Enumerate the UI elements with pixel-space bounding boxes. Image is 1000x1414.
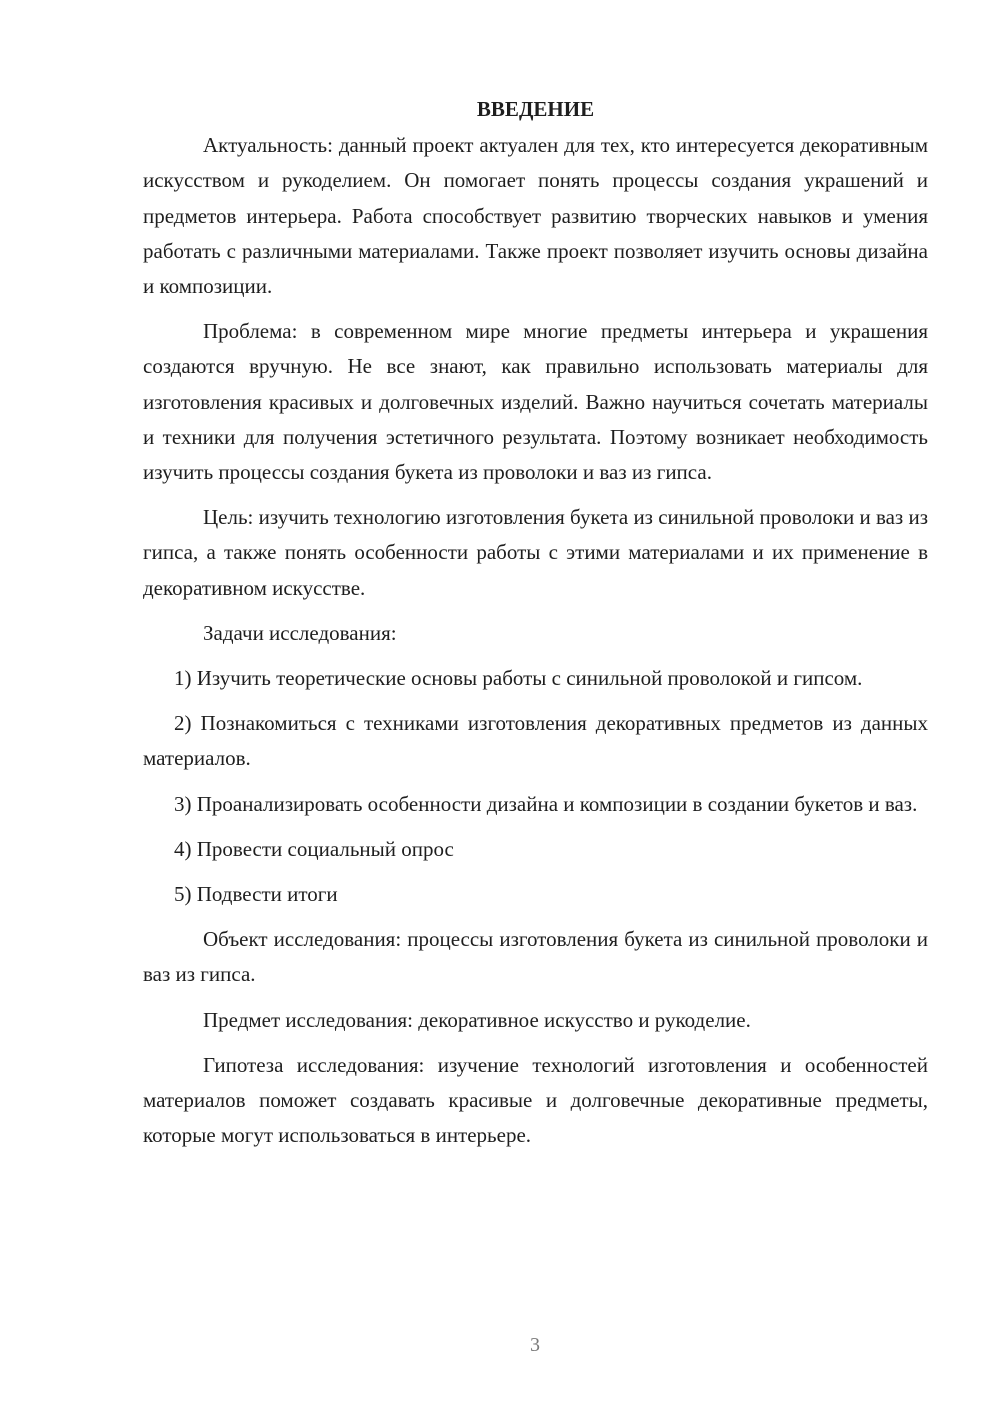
task-item: 5) Подвести итоги bbox=[174, 882, 338, 907]
hypothesis-paragraph: Гипотеза исследования: изучение технологий изготовления и особенностей материалов поможет создавать красивые и долговечные декоративные предметы, которые могут использоваться в интерьере. bbox=[143, 1052, 928, 1148]
task-item: 4) Провести социальный опрос bbox=[174, 836, 454, 861]
task-item: 3) Проанализировать особенности дизайна и композиции в создании букетов и ваз. bbox=[174, 791, 918, 816]
page-number: 3 bbox=[530, 1334, 540, 1356]
document-page bbox=[143, 92, 928, 1153]
task-item: 1) Изучить теоретические основы работы с синильной проволокой и гипсом. bbox=[174, 666, 863, 691]
relevance-paragraph: Актуальность: данный проект актуален для тех, кто интересуется декоративным искусством и рукоделием. Он помогает понять процессы создания украшений и предметов интерьера. Работа способствует развитию творческих навыков и умения работать с различными материалами. Также проект позволяет изучить основы дизайна и композиции. bbox=[143, 133, 928, 299]
subject-paragraph: Предмет исследования: декоративное искусство и рукоделие. bbox=[203, 1007, 751, 1032]
problem-paragraph: Проблема: в современном мире многие предметы интерьера и украшения создаются вручную. Не все знают, как правильно использовать материалы для изготовления красивых и долговечных изделий. Важно научиться сочетать материалы и техники для получения эстетичного результата. Поэтому возникает необходимость изучить процессы создания букета из проволоки и ваз из гипса. bbox=[143, 319, 928, 485]
object-paragraph: Объект исследования: процессы изготовления букета из синильной проволоки и ваз из гипса. bbox=[143, 927, 928, 987]
tasks-heading: Задачи исследования: bbox=[203, 620, 397, 645]
page-title: ВВЕДЕНИЕ bbox=[476, 97, 595, 121]
task-item: 2) Познакомиться с техниками изготовления декоративных предметов из данных материалов. bbox=[143, 711, 928, 771]
goal-paragraph: Цель: изучить технологию изготовления букета из синильной проволоки и ваз из гипса, а также понять особенности работы с этими материалами и их применение в декоративном искусстве. bbox=[143, 505, 928, 600]
